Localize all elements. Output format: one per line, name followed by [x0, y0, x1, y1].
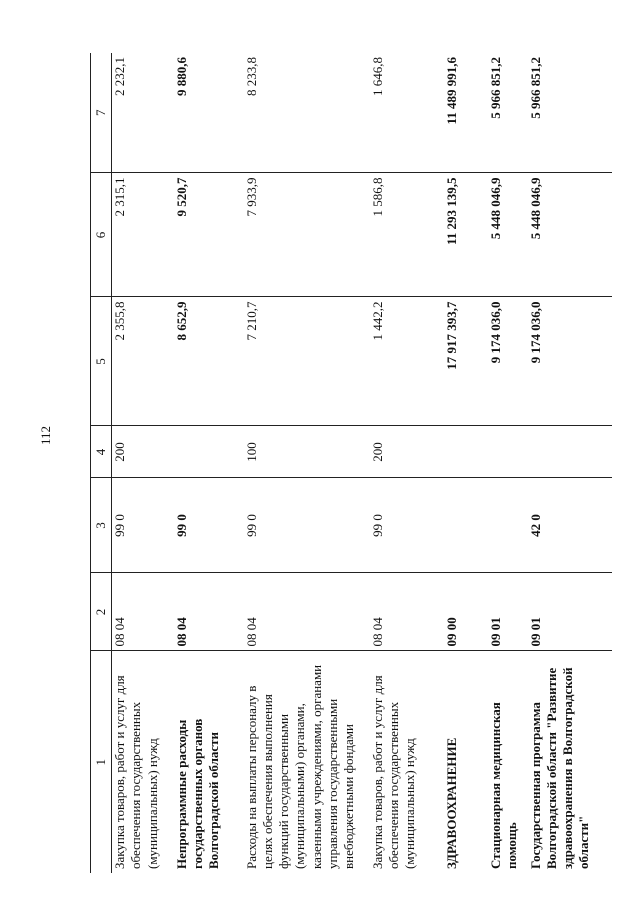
row-name: Государственная программа Волгоградской области "Развитие здравоохранения в Волгоградской области"	[528, 651, 612, 873]
row-expense-type	[528, 426, 612, 478]
row-expense-type: 200	[370, 426, 444, 478]
table-row	[488, 53, 528, 873]
budget-table	[90, 53, 612, 873]
header-col-5: 5	[91, 297, 112, 426]
row-value-col5: 1 442,2	[370, 297, 444, 426]
header-col-6: 6	[91, 173, 112, 297]
row-section-code: 08 04	[174, 573, 244, 651]
row-section-code: 08 04	[244, 573, 370, 651]
row-section-code: 09 01	[528, 573, 612, 651]
header-col-1: 1	[91, 651, 112, 873]
row-value-col7: 2 232,1	[112, 57, 127, 96]
row-name: ЗДРАВООХРАНЕНИЕ	[444, 651, 488, 873]
row-name: Стационарная медицинская помощь	[488, 651, 528, 873]
row-value-col6: 9 520,7	[174, 173, 244, 297]
table-row	[174, 53, 244, 873]
row-section-code: 09 01	[488, 573, 528, 651]
header-col-2: 2	[91, 573, 112, 651]
row-value-col6: 2 315,1	[112, 173, 174, 297]
header-col-7: 7	[91, 53, 112, 173]
row-value-col5: 9 174 036,0	[488, 297, 528, 426]
row-value-col7: 8 233,8	[243, 57, 259, 96]
row-value-col6: 5 448 046,9	[528, 173, 612, 297]
row-target-code: 99 0	[244, 478, 370, 573]
table-row	[528, 53, 612, 873]
page-number: 112	[38, 425, 53, 445]
row-expense-type: 100	[244, 426, 370, 478]
row-value-col5: 7 210,7	[244, 297, 370, 426]
row-name: Закупка товаров, работ и услуг для обеспечения государственных (муниципальных) нужд	[370, 651, 444, 873]
row-value-col7: 1 646,8	[369, 57, 385, 96]
table-row	[244, 53, 370, 873]
row-target-code	[488, 478, 528, 573]
header-col-3: 3	[91, 478, 112, 573]
row-value-col7: 5 966 851,2	[527, 57, 543, 119]
row-section-code: 09 00	[444, 573, 488, 651]
row-name: Закупка товаров, работ и услуг для обеспечения государственных (муниципальных) нужд	[112, 651, 174, 873]
row-expense-type	[488, 426, 528, 478]
row-section-code: 08 04	[370, 573, 444, 651]
row-value-col5: 9 174 036,0	[528, 297, 612, 426]
row-target-code	[444, 478, 488, 573]
row-value-col6: 5 448 046,9	[488, 173, 528, 297]
row-name: Расходы на выплаты персоналу в целях обеспечения выполнения функций государственными (муниципальными) органами, казенными учреждениями, органами управления государственными внебюджетными фондами	[244, 651, 370, 873]
row-expense-type	[444, 426, 488, 478]
table-row	[112, 53, 174, 873]
row-value-col5: 8 652,9	[174, 297, 244, 426]
row-target-code: 99 0	[370, 478, 444, 573]
row-value-col7: 9 880,6	[173, 57, 189, 96]
row-value-col5: 2 355,8	[112, 297, 174, 426]
row-target-code: 42 0	[528, 478, 612, 573]
row-name: Непрограммные расходы государственных органов Волгоградской области	[174, 651, 244, 873]
header-row	[91, 53, 112, 873]
table-row	[444, 53, 488, 873]
row-expense-type	[174, 426, 244, 478]
row-value-col7: 11 489 991,6	[443, 57, 459, 125]
row-expense-type: 200	[112, 426, 174, 478]
header-col-4: 4	[91, 426, 112, 478]
row-value-col7: 5 966 851,2	[487, 57, 503, 119]
row-section-code: 08 04	[112, 573, 174, 651]
rotated-page	[90, 53, 590, 873]
table-row	[370, 53, 444, 873]
row-value-col6: 11 293 139,5	[444, 173, 488, 297]
row-value-col6: 1 586,8	[370, 173, 444, 297]
row-value-col6: 7 933,9	[244, 173, 370, 297]
row-value-col5: 17 917 393,7	[444, 297, 488, 426]
row-target-code: 99 0	[112, 478, 174, 573]
row-target-code: 99 0	[174, 478, 244, 573]
